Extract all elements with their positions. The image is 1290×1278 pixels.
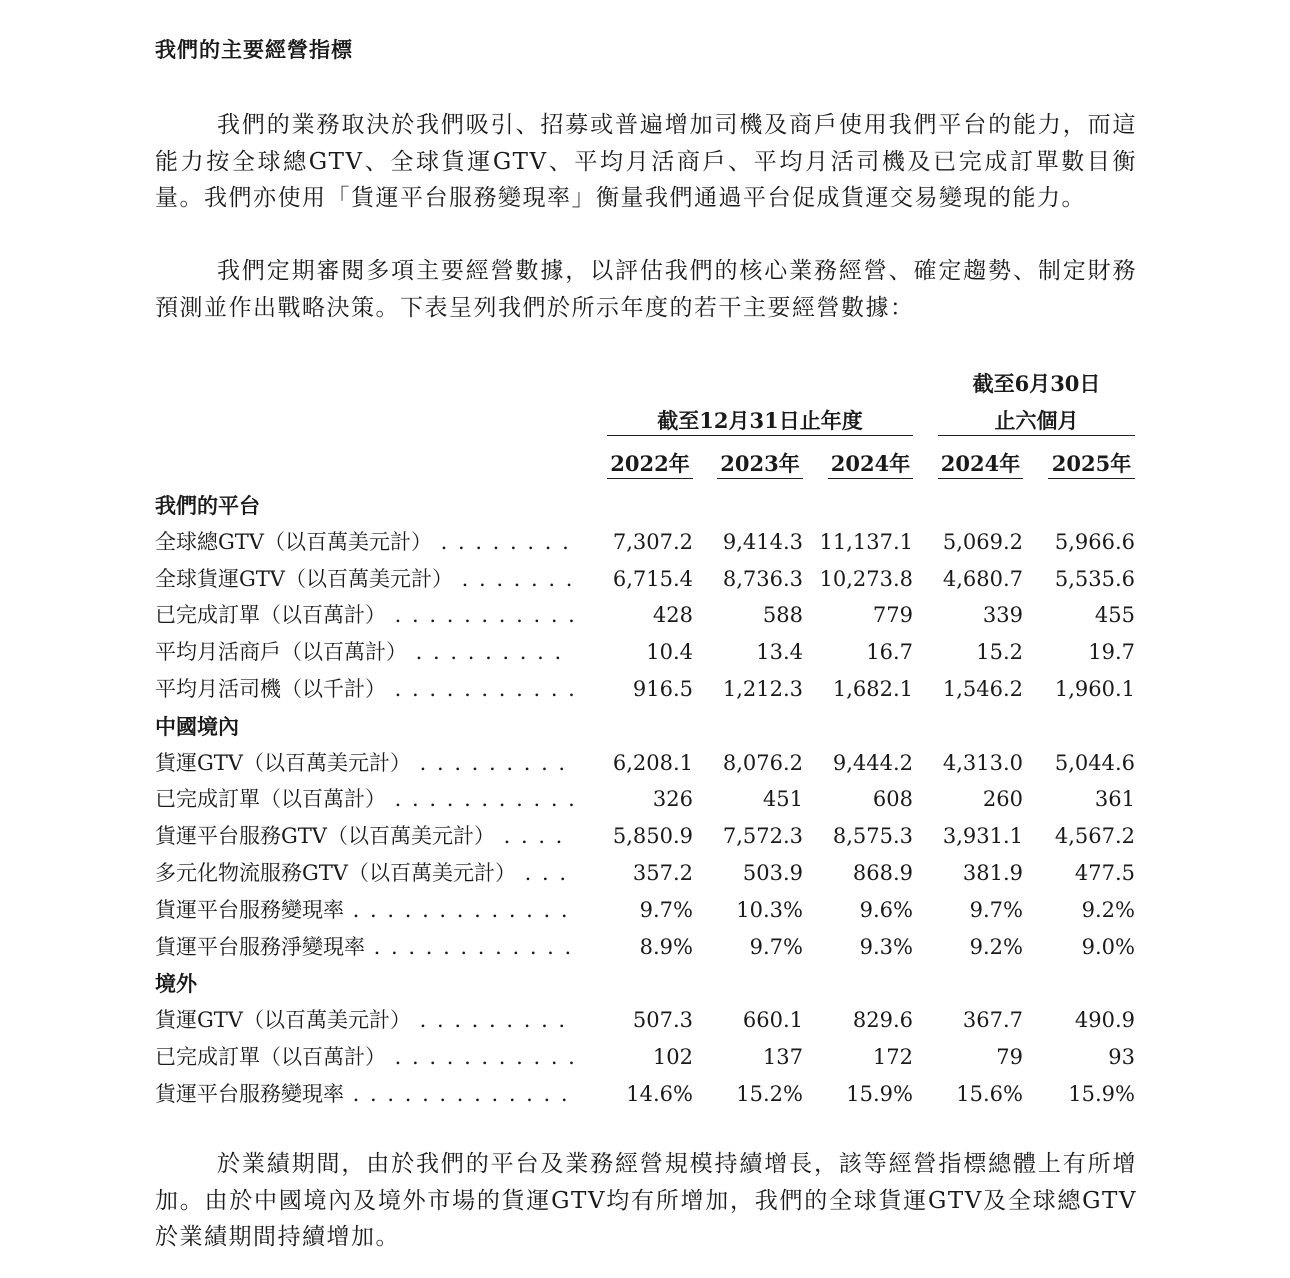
cell-value: 137 [762,1045,803,1069]
annual-header: 截至12月31日止年度 [657,408,863,433]
cell-value: 5,850.9 [612,824,693,849]
cell-value: 5,966.6 [1054,529,1135,554]
year-header-rule [828,478,913,479]
cell-value: 8,076.2 [722,750,803,775]
table-row [155,671,1135,708]
cell-value: 381.9 [962,861,1023,885]
cell-value: 15.6% [956,1081,1023,1106]
cell-value: 608 [872,787,913,812]
cell-value: 9.7% [749,934,803,959]
table-row [155,634,1135,671]
table-row [155,1039,1135,1076]
cell-value: 9,414.3 [722,529,803,554]
cell-value: 503.9 [742,861,803,885]
cell-value: 1,960.1 [1054,677,1135,701]
table-row [155,561,1135,598]
cell-value: 4,567.2 [1054,824,1135,849]
row-label: 貨運平台服務變現率 . . . [155,1076,573,1113]
cell-value: 5,044.6 [1054,750,1135,775]
cell-value: 9.2% [969,934,1023,959]
cell-value: 507.3 [632,1008,693,1033]
cell-value: 5,535.6 [1054,566,1135,591]
cell-value: 15.2% [736,1081,803,1106]
cell-value: 8,575.3 [832,824,913,849]
cell-value: 1,546.2 [942,677,1023,701]
cell-value: 93 [1108,1045,1135,1069]
cell-value: 339 [982,603,1023,628]
cell-value: 455 [1094,603,1135,628]
table-section-header [155,708,1135,745]
table-row [155,855,1135,892]
cell-value: 9,444.2 [832,750,913,775]
row-label: 我們的平台 [155,493,260,518]
table-row [155,1076,1135,1113]
year-header: 2022年 [610,451,690,476]
cell-value: 326 [652,787,693,812]
cell-value: 102 [652,1045,693,1069]
cell-value: 588 [762,603,803,628]
cell-value: 428 [652,603,693,628]
cell-value: 15.9% [846,1081,913,1106]
cell-value: 9.7% [639,897,693,922]
cell-value: 16.7 [866,640,913,665]
row-label: 已完成訂單（以百萬計） . . . [155,1039,573,1076]
row-label: 貨運GTV（以百萬美元計） . . . [155,1002,573,1039]
cell-value: 5,069.2 [942,529,1023,554]
cell-value: 11,137.1 [819,529,913,554]
cell-value: 260 [982,787,1023,812]
year-header: 2025年 [1051,451,1132,476]
cell-value: 7,572.3 [722,824,803,849]
section-title: 我們的主要經營指標 [155,37,353,62]
cell-value: 9.2% [1081,897,1135,922]
cell-value: 3,931.1 [942,824,1023,849]
cell-value: 6,715.4 [612,566,693,591]
intro-paragraph-1: 我們的業務取決於我們吸引、招募或普遍增加司機及商戶使用我們平台的能力，而這能力按全球總GTV、全球貨運GTV、平均月活商戶、平均月活司機及已完成訂單數目衡量。我們亦使用「貨運平台服務變現率」衡量我們通過平台促成貨運交易變現的能力。 [155,112,1137,211]
cell-value: 829.6 [852,1008,913,1033]
annual-header-rule [607,435,913,436]
cell-value: 13.4 [756,640,803,665]
cell-value: 9.0% [1081,934,1135,959]
interim-header-line1: 截至6月30日 [972,371,1101,396]
cell-value: 9.6% [859,897,913,922]
cell-value: 10,273.8 [819,566,913,591]
cell-value: 15.9% [1068,1081,1135,1106]
row-label: 貨運平台服務GTV（以百萬美元計） . . . [155,818,573,855]
cell-value: 357.2 [632,861,693,885]
row-label: 中國境內 [155,713,239,739]
table-row [155,818,1135,855]
cell-value: 490.9 [1074,1008,1135,1033]
cell-value: 1,212.3 [722,677,803,701]
cell-value: 779 [872,603,913,628]
cell-value: 10.3% [736,897,803,922]
cell-value: 15.2 [976,640,1023,665]
cell-value: 916.5 [632,677,693,701]
table-row [155,745,1135,782]
year-header: 2024年 [940,451,1021,476]
year-header-rule [1048,478,1135,479]
row-label: 貨運平台服務變現率 . . . [155,892,573,929]
table-row [155,524,1135,561]
row-label: 全球總GTV（以百萬美元計） . . . [155,524,573,561]
row-label: 已完成訂單（以百萬計） . . . [155,597,573,634]
closing-paragraph: 於業績期間，由於我們的平台及業務經營規模持續增長，該等經營指標總體上有所增加。由於中國境內及境外市場的貨運GTV均有所增加，我們的全球貨運GTV及全球總GTV於業績期間持續增加。 [155,1151,1137,1250]
cell-value: 9.7% [969,897,1023,922]
cell-value: 10.4 [646,640,693,665]
cell-value: 79 [996,1045,1023,1069]
year-header: 2024年 [830,451,911,476]
cell-value: 8,736.3 [722,566,803,591]
table-row [155,1002,1135,1039]
cell-value: 14.6% [626,1081,693,1106]
interim-header-rule [938,435,1135,436]
table-row [155,597,1135,634]
cell-value: 4,313.0 [942,750,1023,775]
row-label: 貨運GTV（以百萬美元計） . . . [155,745,573,782]
cell-value: 451 [762,787,803,812]
cell-value: 7,307.2 [612,529,693,554]
table-row [155,781,1135,818]
row-label: 已完成訂單（以百萬計） . . . [155,781,573,818]
year-header-rule [938,478,1023,479]
cell-value: 477.5 [1074,861,1135,885]
cell-value: 9.3% [859,934,913,959]
cell-value: 361 [1094,787,1135,812]
year-header: 2023年 [720,451,800,476]
row-label: 貨運平台服務淨變現率 . . . [155,929,573,966]
cell-value: 868.9 [852,861,913,885]
year-header-rule [717,478,803,479]
intro-paragraph-2: 我們定期審閱多項主要經營數據，以評估我們的核心業務經營、確定趨勢、制定財務預測並作出戰略決策。下表呈列我們於所示年度的若干主要經營數據： [155,258,1137,321]
row-label: 全球貨運GTV（以百萬美元計） . . . [155,561,573,598]
cell-value: 367.7 [962,1008,1023,1033]
interim-header-line2: 止六個月 [994,408,1079,433]
cell-value: 6,208.1 [612,750,693,775]
cell-value: 4,680.7 [942,566,1023,591]
cell-value: 1,682.1 [832,677,913,701]
cell-value: 172 [872,1045,913,1069]
cell-value: 19.7 [1088,640,1135,665]
table-row [155,929,1135,966]
row-label: 平均月活司機（以千計） . . . [155,671,573,708]
row-label: 境外 [155,971,197,997]
table-row [155,892,1135,929]
year-header-rule [607,478,693,479]
cell-value: 660.1 [742,1008,803,1033]
row-label: 多元化物流服務GTV（以百萬美元計） . . . [155,855,573,892]
table-section-header [155,487,1135,524]
row-label: 平均月活商戶（以百萬計） . . . [155,634,573,671]
table-section-header [155,965,1135,1002]
cell-value: 8.9% [639,934,693,959]
